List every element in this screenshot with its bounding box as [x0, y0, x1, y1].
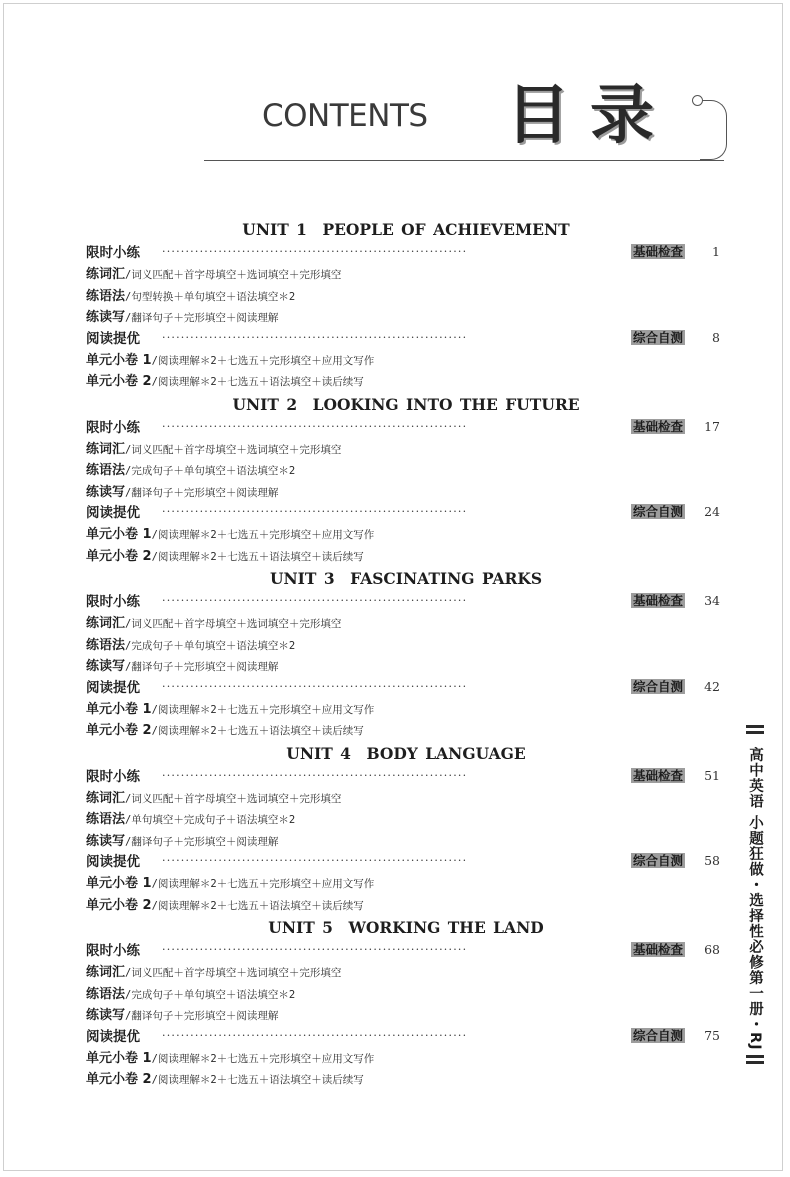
side-tab-bars-bottom [745, 1055, 765, 1073]
entry-label: 练词汇 [86, 267, 126, 283]
entry-label: 单元小卷 1 [86, 876, 152, 892]
entry-description: /单句填空＋完成句子＋语法填空＊2 [125, 814, 296, 827]
unit-title: UNIT 4 BODY LANGUAGE [286, 743, 526, 763]
leader-dots: ································································· [162, 768, 468, 782]
entry-description: /词义匹配＋首字母填空＋选词填空＋完形填空 [125, 967, 342, 980]
leader-dots: ································································· [162, 419, 468, 433]
unit-section [86, 743, 726, 918]
header-circle-ornament [692, 95, 703, 106]
toc-subentry[interactable] [86, 829, 726, 850]
toc-entry[interactable] [86, 590, 726, 611]
entry-label: 练词汇 [86, 441, 126, 457]
leader-dots: ································································· [162, 505, 468, 519]
toc-entry[interactable] [86, 416, 726, 437]
entry-description: /词义匹配＋首字母填空＋选词填空＋完形填空 [125, 792, 342, 805]
toc-subentry[interactable] [86, 718, 726, 739]
page-number: 42 [704, 678, 720, 694]
toc-subentry[interactable] [86, 893, 726, 914]
entry-description: /阅读理解＊2＋七选五＋完形填空＋应用文写作 [151, 529, 375, 542]
leader-dots: ································································· [162, 943, 468, 956]
entry-description: /词义匹配＋首字母填空＋选词填空＋完形填空 [125, 269, 342, 282]
leader-dots: ································································· [162, 245, 468, 258]
entry-description: /阅读理解＊2＋七选五＋语法填空＋读后续写 [151, 376, 364, 389]
header-rule [204, 160, 724, 161]
entry-description: /句型转换＋单句填空＋语法填空＊2 [125, 290, 296, 303]
entry-label: 限时小练 [86, 943, 140, 959]
page-number: 34 [704, 593, 720, 608]
entry-label: 单元小卷 2 [86, 897, 152, 913]
entry-tag: 综合自测 [633, 1027, 684, 1043]
toc-subentry[interactable] [86, 633, 726, 654]
toc-subentry[interactable] [86, 697, 726, 718]
entry-label: 练读写 [86, 659, 126, 675]
toc-subentry[interactable] [86, 960, 726, 981]
entry-tag: 基础检查 [633, 593, 684, 608]
entry-label: 阅读提优 [86, 854, 140, 871]
entry-label: 限时小练 [86, 419, 140, 436]
entry-description: /翻译句子＋完形填空＋阅读理解 [125, 312, 279, 325]
unit-title: UNIT 1 PEOPLE OF ACHIEVEMENT [242, 220, 570, 239]
page-number: 24 [704, 504, 720, 520]
toc-subentry[interactable] [86, 1003, 726, 1024]
toc-subentry[interactable] [86, 654, 726, 675]
entry-description: /阅读理解＊2＋七选五＋语法填空＋读后续写 [151, 550, 364, 563]
entry-label: 练读写 [86, 310, 126, 326]
unit-section [86, 917, 726, 1092]
toc-subentry[interactable] [86, 1046, 726, 1067]
toc-subentry[interactable] [86, 305, 726, 326]
page-number: 75 [704, 1027, 720, 1043]
toc-subentry[interactable] [86, 786, 726, 807]
contents-title-cn: 目录 [506, 79, 674, 153]
entry-tag: 综合自测 [633, 504, 684, 520]
unit-title: UNIT 3 FASCINATING PARKS [269, 569, 543, 588]
leader-dots: ································································· [162, 854, 468, 868]
toc-subentry[interactable] [86, 458, 726, 479]
toc-entry[interactable] [86, 939, 726, 960]
entry-tag: 基础检查 [633, 418, 684, 434]
entry-label: 单元小卷 2 [86, 374, 152, 390]
side-tab-text: 高中英语 小题狂做・选择性必修第一册・RJ [747, 747, 763, 1051]
entry-label: 练语法 [86, 288, 126, 304]
toc-entry[interactable] [86, 327, 726, 348]
entry-description: /阅读理解＊2＋七选五＋完形填空＋应用文写作 [151, 878, 375, 891]
toc-subentry[interactable] [86, 522, 726, 543]
leader-dots: ································································· [162, 330, 468, 344]
toc-entry[interactable] [86, 241, 726, 262]
page-number: 58 [704, 853, 720, 869]
entry-label: 练语法 [86, 637, 126, 653]
side-tab [745, 722, 765, 1073]
entry-label: 练语法 [86, 463, 126, 479]
unit-section [86, 219, 726, 394]
unit-title: UNIT 5 WORKING THE LAND [268, 918, 544, 937]
toc-entry[interactable] [86, 676, 726, 697]
page-number: 8 [712, 329, 720, 345]
entry-label: 阅读提优 [86, 330, 140, 347]
entry-label: 练词汇 [86, 965, 126, 981]
entry-label: 限时小练 [86, 594, 140, 610]
entry-label: 单元小卷 1 [86, 701, 152, 717]
entry-description: /阅读理解＊2＋七选五＋完形填空＋应用文写作 [151, 703, 375, 716]
page-number: 51 [704, 767, 720, 783]
toc-subentry[interactable] [86, 1067, 726, 1088]
entry-tag: 基础检查 [633, 942, 684, 957]
entry-tag: 综合自测 [633, 853, 684, 869]
entry-label: 单元小卷 2 [86, 723, 152, 739]
entry-label: 阅读提优 [86, 679, 140, 696]
entry-label: 练语法 [86, 812, 126, 828]
toc-subentry[interactable] [86, 369, 726, 390]
entry-description: /翻译句子＋完形填空＋阅读理解 [125, 486, 279, 499]
entry-label: 单元小卷 2 [86, 1072, 152, 1088]
entry-description: /完成句子＋单句填空＋语法填空＊2 [125, 639, 296, 652]
entry-label: 限时小练 [86, 768, 140, 785]
entry-label: 练读写 [86, 484, 126, 500]
leader-dots: ································································· [162, 679, 468, 693]
entry-description: /阅读理解＊2＋七选五＋语法填空＋读后续写 [151, 1074, 364, 1087]
entry-description: /阅读理解＊2＋七选五＋语法填空＋读后续写 [151, 725, 364, 738]
entry-tag: 基础检查 [633, 767, 684, 783]
entry-label: 单元小卷 1 [86, 527, 152, 543]
entry-label: 单元小卷 1 [86, 352, 152, 368]
toc-entry[interactable] [86, 501, 726, 522]
entry-description: /完成句子＋单句填空＋语法填空＊2 [125, 465, 296, 478]
toc-subentry[interactable] [86, 611, 726, 632]
entry-label: 单元小卷 1 [86, 1050, 152, 1066]
entry-description: /词义匹配＋首字母填空＋选词填空＋完形填空 [125, 618, 342, 631]
side-tab-bars-top [745, 725, 765, 743]
entry-description: /词义匹配＋首字母填空＋选词填空＋完形填空 [125, 443, 342, 456]
entry-label: 练读写 [86, 1008, 126, 1024]
entry-label: 限时小练 [86, 245, 140, 261]
toc-subentry[interactable] [86, 544, 726, 565]
page-number: 17 [704, 418, 720, 434]
entry-tag: 综合自测 [633, 329, 684, 345]
entry-description: /翻译句子＋完形填空＋阅读理解 [125, 1010, 279, 1023]
entry-tag: 综合自测 [633, 678, 684, 694]
page-number: 1 [712, 244, 720, 259]
entry-description: /阅读理解＊2＋七选五＋完形填空＋应用文写作 [151, 354, 375, 367]
header-rule-curve [700, 100, 727, 160]
entry-description: /阅读理解＊2＋七选五＋完形填空＋应用文写作 [151, 1052, 375, 1065]
entry-label: 练词汇 [86, 790, 126, 806]
leader-dots: ································································· [162, 594, 468, 607]
toc-entry[interactable] [86, 765, 726, 786]
page-number: 68 [704, 942, 720, 957]
unit-title: UNIT 2 LOOKING INTO THE FUTURE [232, 394, 580, 414]
entry-label: 练读写 [86, 833, 126, 849]
entry-label: 阅读提优 [86, 505, 140, 522]
entry-label: 练词汇 [86, 616, 126, 632]
contents-title-en: CONTENTS [262, 98, 428, 134]
entry-description: /完成句子＋单句填空＋语法填空＊2 [125, 988, 296, 1001]
table-of-contents [86, 219, 726, 1092]
toc-subentry[interactable] [86, 871, 726, 892]
toc-entry[interactable] [86, 850, 726, 871]
entry-description: /阅读理解＊2＋七选五＋语法填空＋读后续写 [151, 899, 364, 912]
unit-section [86, 568, 726, 743]
entry-label: 单元小卷 2 [86, 548, 152, 564]
toc-subentry[interactable] [86, 480, 726, 501]
toc-subentry[interactable] [86, 807, 726, 828]
toc-subentry[interactable] [86, 284, 726, 305]
leader-dots: ································································· [162, 1028, 468, 1042]
entry-label: 练语法 [86, 986, 126, 1002]
toc-subentry[interactable] [86, 348, 726, 369]
entry-description: /翻译句子＋完形填空＋阅读理解 [125, 661, 279, 674]
toc-entry[interactable] [86, 1025, 726, 1046]
entry-description: /翻译句子＋完形填空＋阅读理解 [125, 835, 279, 848]
toc-subentry[interactable] [86, 262, 726, 283]
entry-label: 阅读提优 [86, 1028, 140, 1045]
entry-tag: 基础检查 [633, 244, 684, 259]
unit-section [86, 394, 726, 569]
toc-subentry[interactable] [86, 982, 726, 1003]
toc-subentry[interactable] [86, 437, 726, 458]
